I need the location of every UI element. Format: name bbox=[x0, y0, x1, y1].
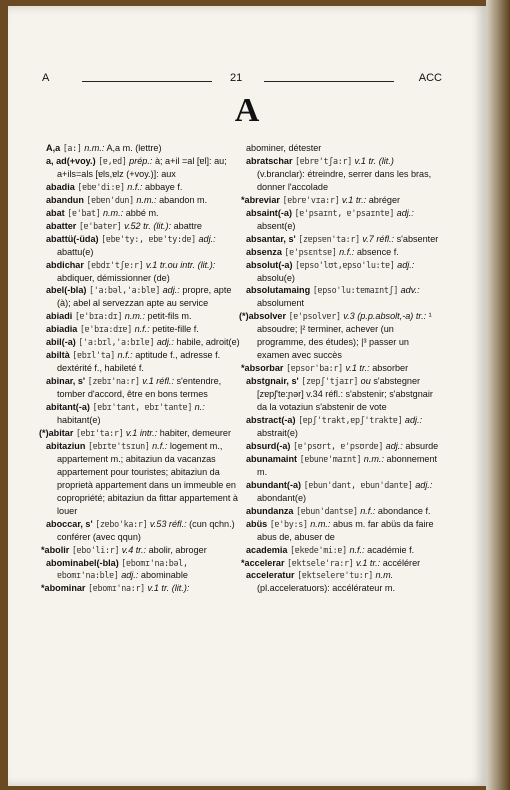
dictionary-entry bbox=[46, 233, 242, 259]
book-spine-shadow bbox=[486, 0, 510, 790]
entry-pronunciation: [ɐktselerɐ'tu:r] bbox=[297, 570, 373, 581]
entry-grammar: adj.: bbox=[198, 233, 216, 244]
entry-headword: abat bbox=[46, 207, 65, 218]
entry-headword: absantar, s' bbox=[246, 233, 296, 244]
entry-grammar: v.3 (p.p.absolt,-a) tr.: bbox=[343, 311, 427, 322]
entry-pronunciation: [ɐ'psolvɐr] bbox=[288, 311, 341, 322]
entry-headword: abel(-bla) bbox=[46, 285, 87, 296]
entry-headword: absolutamaing bbox=[246, 285, 311, 296]
entry-grammar: n.m.: bbox=[124, 311, 145, 322]
entry-definition: petite-fille f. bbox=[152, 324, 199, 335]
entry-pronunciation: [ɐbun'dant, ɐbun'dantɐ] bbox=[303, 479, 413, 490]
entry-headword: abominabel(-bla) bbox=[46, 557, 119, 568]
entry-grammar: n.m.: bbox=[136, 194, 157, 205]
entry-grammar: adj.: bbox=[415, 479, 433, 490]
entry-definition: accélérer bbox=[382, 557, 421, 568]
entry-grammar: n.f.: bbox=[127, 181, 143, 192]
dictionary-entry bbox=[46, 207, 242, 220]
entry-headword: a, ad(+voy.) bbox=[46, 155, 96, 166]
entry-headword: A,a bbox=[46, 143, 61, 153]
entry-definition: abréger bbox=[368, 194, 401, 205]
entry-definition: abstrait(e) bbox=[257, 427, 298, 438]
entry-grammar: adv.: bbox=[400, 285, 420, 296]
entry-pronunciation: [zɐbo'ka:r] bbox=[95, 518, 148, 529]
dictionary-entry bbox=[41, 582, 242, 595]
dictionary-entry bbox=[241, 362, 442, 375]
entry-headword: abattü(-üda) bbox=[46, 233, 99, 244]
entry-definition: A,a m. (lettre) bbox=[106, 143, 162, 153]
entry-grammar: n.m.: bbox=[363, 453, 384, 464]
entry-definition: académie f. bbox=[367, 544, 415, 555]
entry-pronunciation: [ɐbomɪ'na:bəl, ɐbomɪ'na:blɐ] bbox=[57, 557, 188, 581]
entry-headword: abitaziun bbox=[46, 440, 86, 451]
entry-pronunciation: [ɐ,ɐd] bbox=[98, 155, 127, 166]
entry-definition: abominer, détester bbox=[246, 143, 322, 153]
dictionary-entry bbox=[246, 440, 442, 453]
entry-headword: absaint(-a) bbox=[246, 207, 292, 218]
dictionary-entry bbox=[246, 518, 442, 544]
entry-grammar: v.1 tr. (lit.) bbox=[354, 155, 394, 166]
entry-grammar: n.f.: bbox=[117, 350, 133, 361]
dictionary-entry bbox=[246, 233, 442, 246]
entry-grammar: adj.: bbox=[396, 207, 414, 218]
entry-definition: abondant(e) bbox=[257, 492, 307, 503]
entry-definition: (cun qchn.) conférer (avec qqun) bbox=[57, 518, 235, 542]
entry-headword: abandun bbox=[46, 194, 84, 205]
entry-grammar: v.1 tr. (lit.): bbox=[147, 583, 190, 594]
entry-headword: abatter bbox=[46, 220, 77, 231]
entry-headword: abitant(-a) bbox=[46, 402, 90, 413]
entry-grammar: n.f.: bbox=[339, 246, 355, 257]
entry-pronunciation: [ɐbrɐ'vɪa:r] bbox=[282, 194, 340, 205]
entry-headword: (*)abitar bbox=[39, 427, 74, 438]
entry-headword: aboccar, s' bbox=[46, 518, 93, 529]
entry-definition: habitant(e) bbox=[57, 415, 101, 426]
entry-headword: *abominar bbox=[41, 583, 86, 594]
dictionary-entry bbox=[46, 336, 242, 349]
entry-pronunciation: [ɐ'psaɪnt, ɐ'psaɪntɐ] bbox=[294, 207, 395, 218]
entry-definition: abus m. far abüs da faire abus de, abuser de bbox=[257, 518, 434, 542]
entry-definition: à; a+il =al [ɐl]: au; a+ils=als [ɐls,ɐlz (+voy.)]: aux bbox=[57, 155, 227, 179]
entry-pronunciation: [ɐbɐn'dun] bbox=[86, 194, 134, 205]
dictionary-entry bbox=[246, 569, 442, 595]
entry-headword: abundant(-a) bbox=[246, 479, 302, 490]
entry-headword: abstgnair, s' bbox=[246, 376, 299, 387]
dictionary-entry bbox=[46, 323, 242, 336]
dictionary-entry bbox=[246, 375, 442, 414]
entry-grammar: v.7 réfl.: bbox=[362, 233, 395, 244]
entry-headword: abüs bbox=[246, 518, 268, 529]
dictionary-entry bbox=[246, 479, 442, 505]
dictionary-entry bbox=[46, 310, 242, 323]
entry-grammar: adj.: bbox=[156, 337, 174, 348]
header-right-guide: ACC bbox=[418, 72, 442, 84]
entry-headword: *abolir bbox=[41, 544, 70, 555]
entry-headword: abadia bbox=[46, 181, 75, 192]
entry-pronunciation: [ɐ'psɛntsɐ] bbox=[284, 246, 337, 257]
dictionary-entry bbox=[46, 220, 242, 233]
dictionary-entry bbox=[246, 544, 442, 557]
entry-grammar: adj.: bbox=[162, 285, 180, 296]
dictionary-entry bbox=[46, 194, 242, 207]
entry-definition: (pl.acceleratuors): accélérateur m. bbox=[257, 583, 395, 594]
entry-definition: absorber bbox=[372, 363, 409, 374]
entry-pronunciation: [ɐ'psʊrt, ɐ'psʊrdɐ] bbox=[293, 440, 384, 451]
entry-pronunciation: [ɐ'bat] bbox=[67, 207, 101, 218]
entry-pronunciation: ['a:bɪl,'a:bɪlɐ] bbox=[78, 337, 155, 348]
entry-pronunciation: [zɐpsɐn'ta:r] bbox=[298, 233, 360, 244]
entry-pronunciation: [ɐbɪl'ta] bbox=[72, 350, 115, 361]
header-left-guide: A bbox=[42, 72, 50, 84]
entry-pronunciation: [ɐbun'dantsɐ] bbox=[296, 505, 358, 516]
entry-pronunciation: [ɐbomɪ'na:r] bbox=[88, 583, 145, 594]
entry-pronunciation: [ɐ'bɪa:dɪ] bbox=[74, 311, 123, 322]
dictionary-entry bbox=[246, 453, 442, 479]
entry-pronunciation: [ɐpsor'ba:r] bbox=[286, 363, 343, 374]
entry-headword: *absorbar bbox=[241, 363, 284, 374]
entry-definition: abolir, abroger bbox=[148, 544, 207, 555]
entry-headword: academia bbox=[246, 544, 288, 555]
entry-definition: habiter, demeurer bbox=[159, 427, 231, 438]
entry-headword: acceleratur bbox=[246, 570, 295, 581]
entry-definition: absolument bbox=[257, 298, 305, 309]
entry-grammar: adj.: bbox=[404, 415, 423, 426]
entry-definition: absent(e) bbox=[257, 220, 296, 231]
dictionary-entry bbox=[46, 284, 242, 310]
entry-definition: petit-fils m. bbox=[147, 311, 192, 322]
entry-grammar: adj.: bbox=[385, 440, 403, 451]
entry-definition: aptitude f., adresse f. dextérité f., habileté f. bbox=[57, 350, 221, 374]
entry-grammar: n.m.: bbox=[102, 207, 124, 218]
entry-definition: abbaye f. bbox=[145, 181, 183, 192]
entry-pronunciation: [ɐpso'lu:tɐmaɪntʃ] bbox=[312, 285, 399, 296]
entry-definition: s'absenter bbox=[396, 233, 439, 244]
dictionary-entry bbox=[46, 375, 242, 401]
entry-headword: abiadi bbox=[46, 311, 73, 322]
entry-pronunciation: [ɐ'batɐr] bbox=[78, 220, 122, 231]
left-column bbox=[39, 142, 242, 595]
entry-definition: abdiquer, démissionner (de) bbox=[57, 272, 170, 283]
entry-definition: habile, adroit(e) bbox=[176, 337, 240, 348]
entry-headword: abstract(-a) bbox=[246, 415, 296, 426]
entry-headword: abinar, s' bbox=[46, 376, 86, 387]
dictionary-entry bbox=[239, 310, 442, 362]
entry-pronunciation: [a:] bbox=[62, 143, 82, 153]
entry-headword: abil(-a) bbox=[46, 337, 76, 348]
entry-definition: propre, apte (à); abel al servezzan apte au service bbox=[57, 285, 232, 309]
entry-definition: abominable bbox=[140, 570, 188, 581]
entry-pronunciation: [ɐ'bɪa:dɪɐ] bbox=[79, 324, 133, 335]
entry-grammar: n.m. bbox=[375, 570, 394, 581]
entry-grammar: prép.: bbox=[129, 155, 153, 166]
entry-pronunciation: [ɐbɐ'ty:, ɐbɐ'ty:dɐ] bbox=[101, 233, 196, 244]
entry-headword: abdichar bbox=[46, 259, 84, 270]
entry-pronunciation: [ɐpʃ'trakt,ɐpʃ'traktɐ] bbox=[298, 415, 403, 426]
entry-grammar: n.f.: bbox=[349, 544, 365, 555]
entry-pronunciation: [ɐbunɐ'maɪnt] bbox=[299, 453, 362, 464]
entry-definition: abattre bbox=[173, 220, 202, 231]
entry-pronunciation: [ɐbɐ'di:ɐ] bbox=[77, 181, 125, 192]
entry-definition: s'abstegner [zɐpʃ'te:ɲər] v.34 réfl.: s'abstenir; s'abstgnair da la votaziun s'abstenir de vote bbox=[257, 376, 433, 413]
dictionary-entry bbox=[246, 155, 442, 194]
dictionary-entry bbox=[46, 518, 242, 544]
entry-pronunciation: [ɐbo'li:r] bbox=[71, 544, 120, 555]
dictionary-entry bbox=[46, 259, 242, 285]
entry-grammar: adj.: bbox=[121, 570, 139, 581]
entry-headword: *accelerar bbox=[241, 557, 285, 568]
entry-pronunciation: [ɐbɪ'tant, ɐbɪ'tantɐ] bbox=[92, 402, 193, 413]
dictionary-page bbox=[8, 6, 486, 786]
entry-grammar: v.1 intr.: bbox=[125, 427, 158, 438]
entry-definition: absolu(e) bbox=[257, 272, 295, 283]
entry-definition: ¹ absoudre; |² terminer, achever (un programme, des études); |³ passer un examen avec succès bbox=[257, 311, 432, 361]
dictionary-entry bbox=[246, 259, 442, 285]
entry-definition: (v.branclar): étreindre, serrer dans les bras, donner l'accolade bbox=[257, 168, 432, 192]
entry-headword: absurd(-a) bbox=[246, 440, 291, 451]
right-column bbox=[239, 142, 442, 595]
entry-definition: abonnement m. bbox=[257, 453, 438, 477]
dictionary-entry bbox=[246, 414, 442, 440]
entry-grammar: adj.: bbox=[397, 259, 415, 270]
dictionary-entry bbox=[46, 440, 242, 518]
entry-grammar: n.m.: bbox=[310, 518, 331, 529]
entry-pronunciation: [ɐ'by:s] bbox=[269, 518, 308, 529]
dictionary-entry bbox=[246, 284, 442, 310]
dictionary-entry bbox=[246, 142, 442, 155]
dictionary-entry bbox=[46, 557, 242, 583]
header-rule-right bbox=[264, 81, 394, 82]
dictionary-entry bbox=[246, 246, 442, 259]
entry-headword: abiadia bbox=[46, 324, 78, 335]
entry-grammar: v.4 tr.: bbox=[121, 544, 147, 555]
entry-definition: absence f. bbox=[356, 246, 399, 257]
entry-definition: abondance f. bbox=[377, 505, 431, 516]
entry-pronunciation: [ɐpso'lʊt,ɐpso'lu:tɐ] bbox=[295, 259, 395, 270]
dictionary-entry bbox=[241, 557, 442, 570]
dictionary-entry bbox=[46, 401, 242, 427]
entry-grammar: v.1 tr.ou intr. (lit.): bbox=[145, 259, 216, 270]
entry-headword: abiltà bbox=[46, 350, 70, 361]
entry-definition: abbé m. bbox=[125, 207, 159, 218]
dictionary-entry bbox=[39, 427, 242, 440]
dictionary-entry bbox=[241, 194, 442, 207]
entry-grammar: n.f.: bbox=[360, 505, 376, 516]
entry-pronunciation: [zɐbɪ'na:r] bbox=[87, 376, 140, 387]
dictionary-entry bbox=[46, 349, 242, 375]
entry-pronunciation: [ɐbɪtɐ'tsɪun] bbox=[87, 440, 150, 451]
entry-headword: absenza bbox=[246, 246, 282, 257]
entry-pronunciation: [zɐpʃ'tjaɪr] bbox=[301, 376, 359, 387]
entry-pronunciation: [ɐbrɐ'tʃa:r] bbox=[295, 155, 352, 166]
entry-grammar: ou bbox=[360, 376, 371, 387]
entry-headword: absolut(-a) bbox=[246, 259, 293, 270]
entry-headword: abundanza bbox=[246, 505, 294, 516]
entry-definition: abandon m. bbox=[159, 194, 208, 205]
dictionary-entry bbox=[46, 155, 242, 181]
entry-grammar: v.52 tr. (lit.): bbox=[124, 220, 172, 231]
dictionary-entry bbox=[46, 142, 242, 155]
entry-grammar: v.1 tr.: bbox=[355, 557, 381, 568]
entry-grammar: n.f.: bbox=[134, 324, 150, 335]
header-rule-left bbox=[82, 81, 212, 82]
dictionary-entry bbox=[246, 207, 442, 233]
entry-pronunciation: [ɐbɪ'ta:r] bbox=[75, 427, 124, 438]
entry-pronunciation: [ɐbdɪ'tʃɐ:r] bbox=[86, 259, 144, 270]
entry-definition: abattu(e) bbox=[57, 246, 94, 257]
dictionary-entry bbox=[41, 544, 242, 557]
entry-pronunciation: [ɐktsele'ra:r] bbox=[287, 557, 354, 568]
entry-headword: abratschar bbox=[246, 155, 293, 166]
entry-pronunciation: ['a:bəl,'a:blɐ] bbox=[88, 285, 161, 296]
entry-grammar: v.1 tr.: bbox=[345, 363, 370, 374]
entry-headword: *abreviar bbox=[241, 194, 280, 205]
entry-grammar: v.53 réfl.: bbox=[149, 518, 187, 529]
entry-grammar: n.m.: bbox=[84, 143, 105, 153]
dictionary-entry bbox=[246, 505, 442, 518]
entry-grammar: n.: bbox=[194, 402, 205, 413]
page-number: 21 bbox=[230, 72, 243, 84]
entry-headword: (*)absolver bbox=[239, 311, 287, 322]
entry-definition: s'entendre, tomber d'accord, être en bons termes bbox=[57, 376, 222, 400]
running-header bbox=[42, 72, 442, 88]
entry-grammar: v.1 réfl.: bbox=[142, 376, 174, 387]
entry-definition: logement m., appartement m.; abitaziun da vacanzas appartement pour touristes; abitaziun da proprietà appartement dans un immeuble en copropriété; abitaziun da fittar appartement à louer bbox=[57, 440, 238, 516]
entry-grammar: v.1 tr.: bbox=[341, 194, 367, 205]
section-letter: A bbox=[234, 92, 260, 129]
entry-pronunciation: [ɐkɐde'mi:ɐ] bbox=[290, 544, 347, 555]
dictionary-entry bbox=[46, 181, 242, 194]
entry-headword: abunamaint bbox=[246, 453, 298, 464]
entry-definition: absurde bbox=[405, 440, 439, 451]
entry-grammar: n.f.: bbox=[152, 440, 168, 451]
